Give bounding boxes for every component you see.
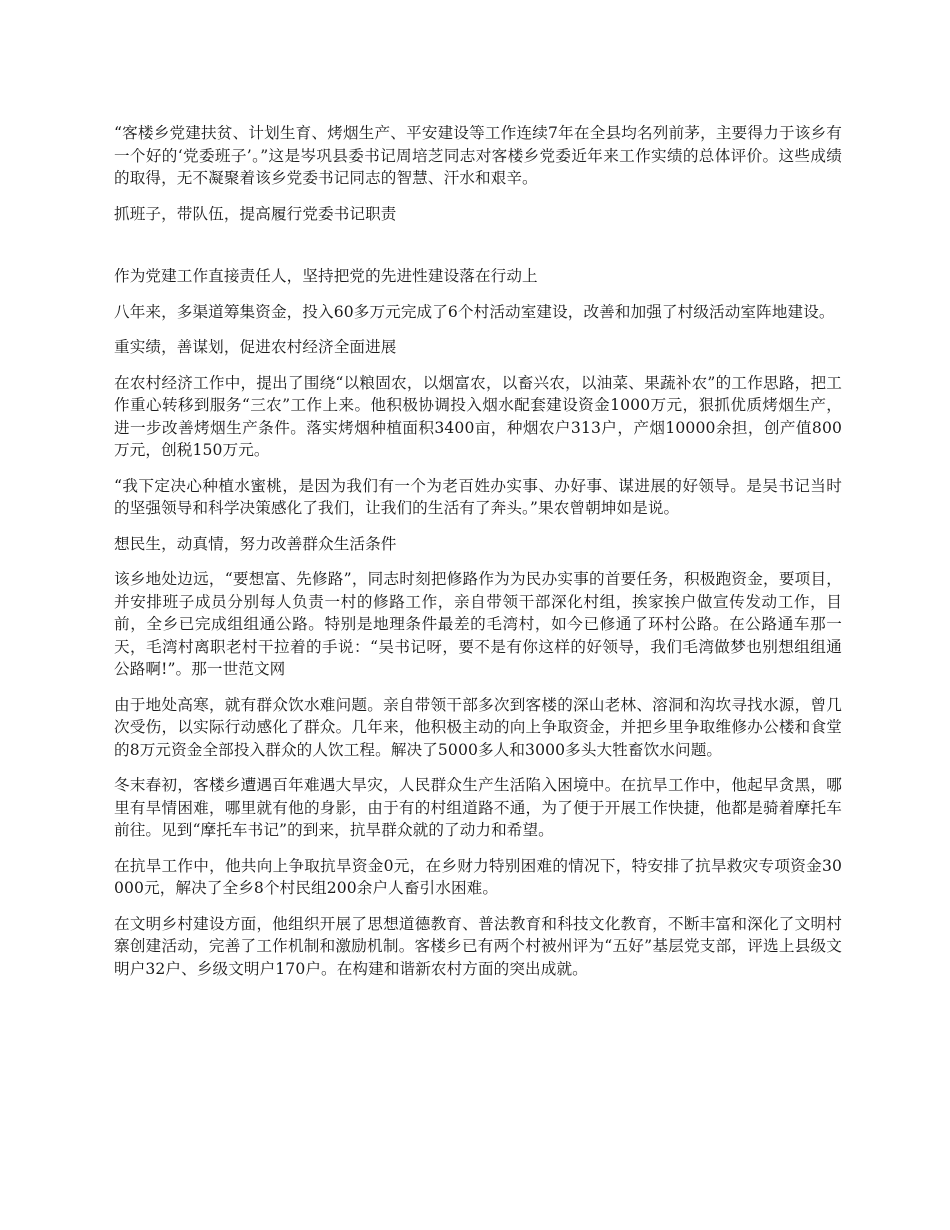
paragraph-civilization: 在文明乡村建设方面，他组织开展了思想道德教育、普法教育和科技文化教育，不断丰富和深化了文明村寨创建活动，完善了工作机制和激励机制。客楼乡已有两个村被州评为“五好”基层党支部，评选上县级文明户32户、乡级文明户170户。在构建和谐新农村方面的突出成就。 bbox=[114, 914, 842, 978]
intro-paragraph: “客楼乡党建扶贫、计划生育、烤烟生产、平安建设等工作连续7年在全县均名列前茅，主要得力于该乡有一个好的‘党委班子’。”这是岑巩县委书记周培芝同志对客楼乡党委近年来工作实绩的总体评价。这些成绩的取得，无不凝聚着该乡党委书记同志的智慧、汗水和艰辛。 bbox=[114, 124, 842, 187]
paragraph-activity-rooms: 八年来，多渠道筹集资金，投入60多万元完成了6个村活动室建设，改善和加强了村级活动室阵地建设。 bbox=[114, 302, 835, 321]
blank-line bbox=[114, 238, 842, 265]
paragraph-roads: 该乡地处边远，“要想富、先修路”，同志时刻把修路作为为民办实事的首要任务，积极跑资金，要项目，并安排班子成员分别每人负责一村的修路工作，亲自带领干部深化村组，挨家挨户做宣传发动工作，目前，全乡已完成组组通公路。特别是地理条件最差的毛湾村，如今已修通了环村公路。在公路通车那一天，毛湾村离职老村干拉着的手说：“吴书记呀，要不是有你这样的好领导，我们毛湾做梦也别想组组通公路啊!”。那一世范文网 bbox=[114, 570, 842, 678]
section-heading-economy: 重实绩，善谋划，促进农村经济全面进展 bbox=[114, 338, 397, 356]
document-body bbox=[114, 122, 842, 993]
section-heading-party-building: 作为党建工作直接责任人，坚持把党的先进性建设落在行动上 bbox=[114, 267, 538, 285]
paragraph-drought: 冬末春初，客楼乡遭遇百年难遇大旱灾，人民群众生产生活陷入困境中。在抗旱工作中，他起早贪黑，哪里有旱情困难，哪里就有他的身影，由于有的村组道路不通，为了便于开展工作快捷，他都是骑着摩托车前往。见到“摩托车书记”的到来，抗旱群众就的了动力和希望。 bbox=[114, 776, 842, 839]
paragraph-water: 由于地处高寒，就有群众饮水难问题。亲自带领干部多次到客楼的深山老林、溶洞和沟坎寻找水源，曾几次受伤，以实际行动感化了群众。几年来，他积极主动的向上争取资金，并把乡里争取维修办公楼和食堂的8万元资金全部投入群众的人饮工程。解决了5000多人和3000多头大牲畜饮水问题。 bbox=[114, 695, 842, 759]
paragraph-peach-quote: “我下定决心种植水蜜桃，是因为我们有一个为老百姓办实事、办好事、谋进展的好领导。是吴书记当时的坚强领导和科学决策感化了我们，让我们的生活有了奔头。”果农曾朝坤如是说。 bbox=[114, 476, 842, 517]
section-heading-leadership: 抓班子，带队伍，提高履行党委书记职责 bbox=[114, 204, 397, 223]
section-heading-livelihood: 想民生，动真情，努力改善群众生活条件 bbox=[114, 534, 397, 553]
paragraph-drought-funds: 在抗旱工作中，他共向上争取抗旱资金0元，在乡财力特别困难的情况下，特安排了抗旱救灾专项资金30000元，解决了全乡8个村民组200余户人畜引水困难。 bbox=[114, 856, 842, 897]
paragraph-tobacco: 在农村经济工作中，提出了围绕“以粮固农，以烟富农，以畜兴农，以油菜、果蔬补农”的工作思路，把工作重心转移到服务“三农”工作上来。他积极协调投入烟水配套建设资金1000万元，狠抓优质烤烟生产，进一步改善烤烟生产条件。落实烤烟种植面积3400亩，种烟农户313户，产烟10000余担，创产值800万元，创税150万元。 bbox=[114, 373, 842, 459]
